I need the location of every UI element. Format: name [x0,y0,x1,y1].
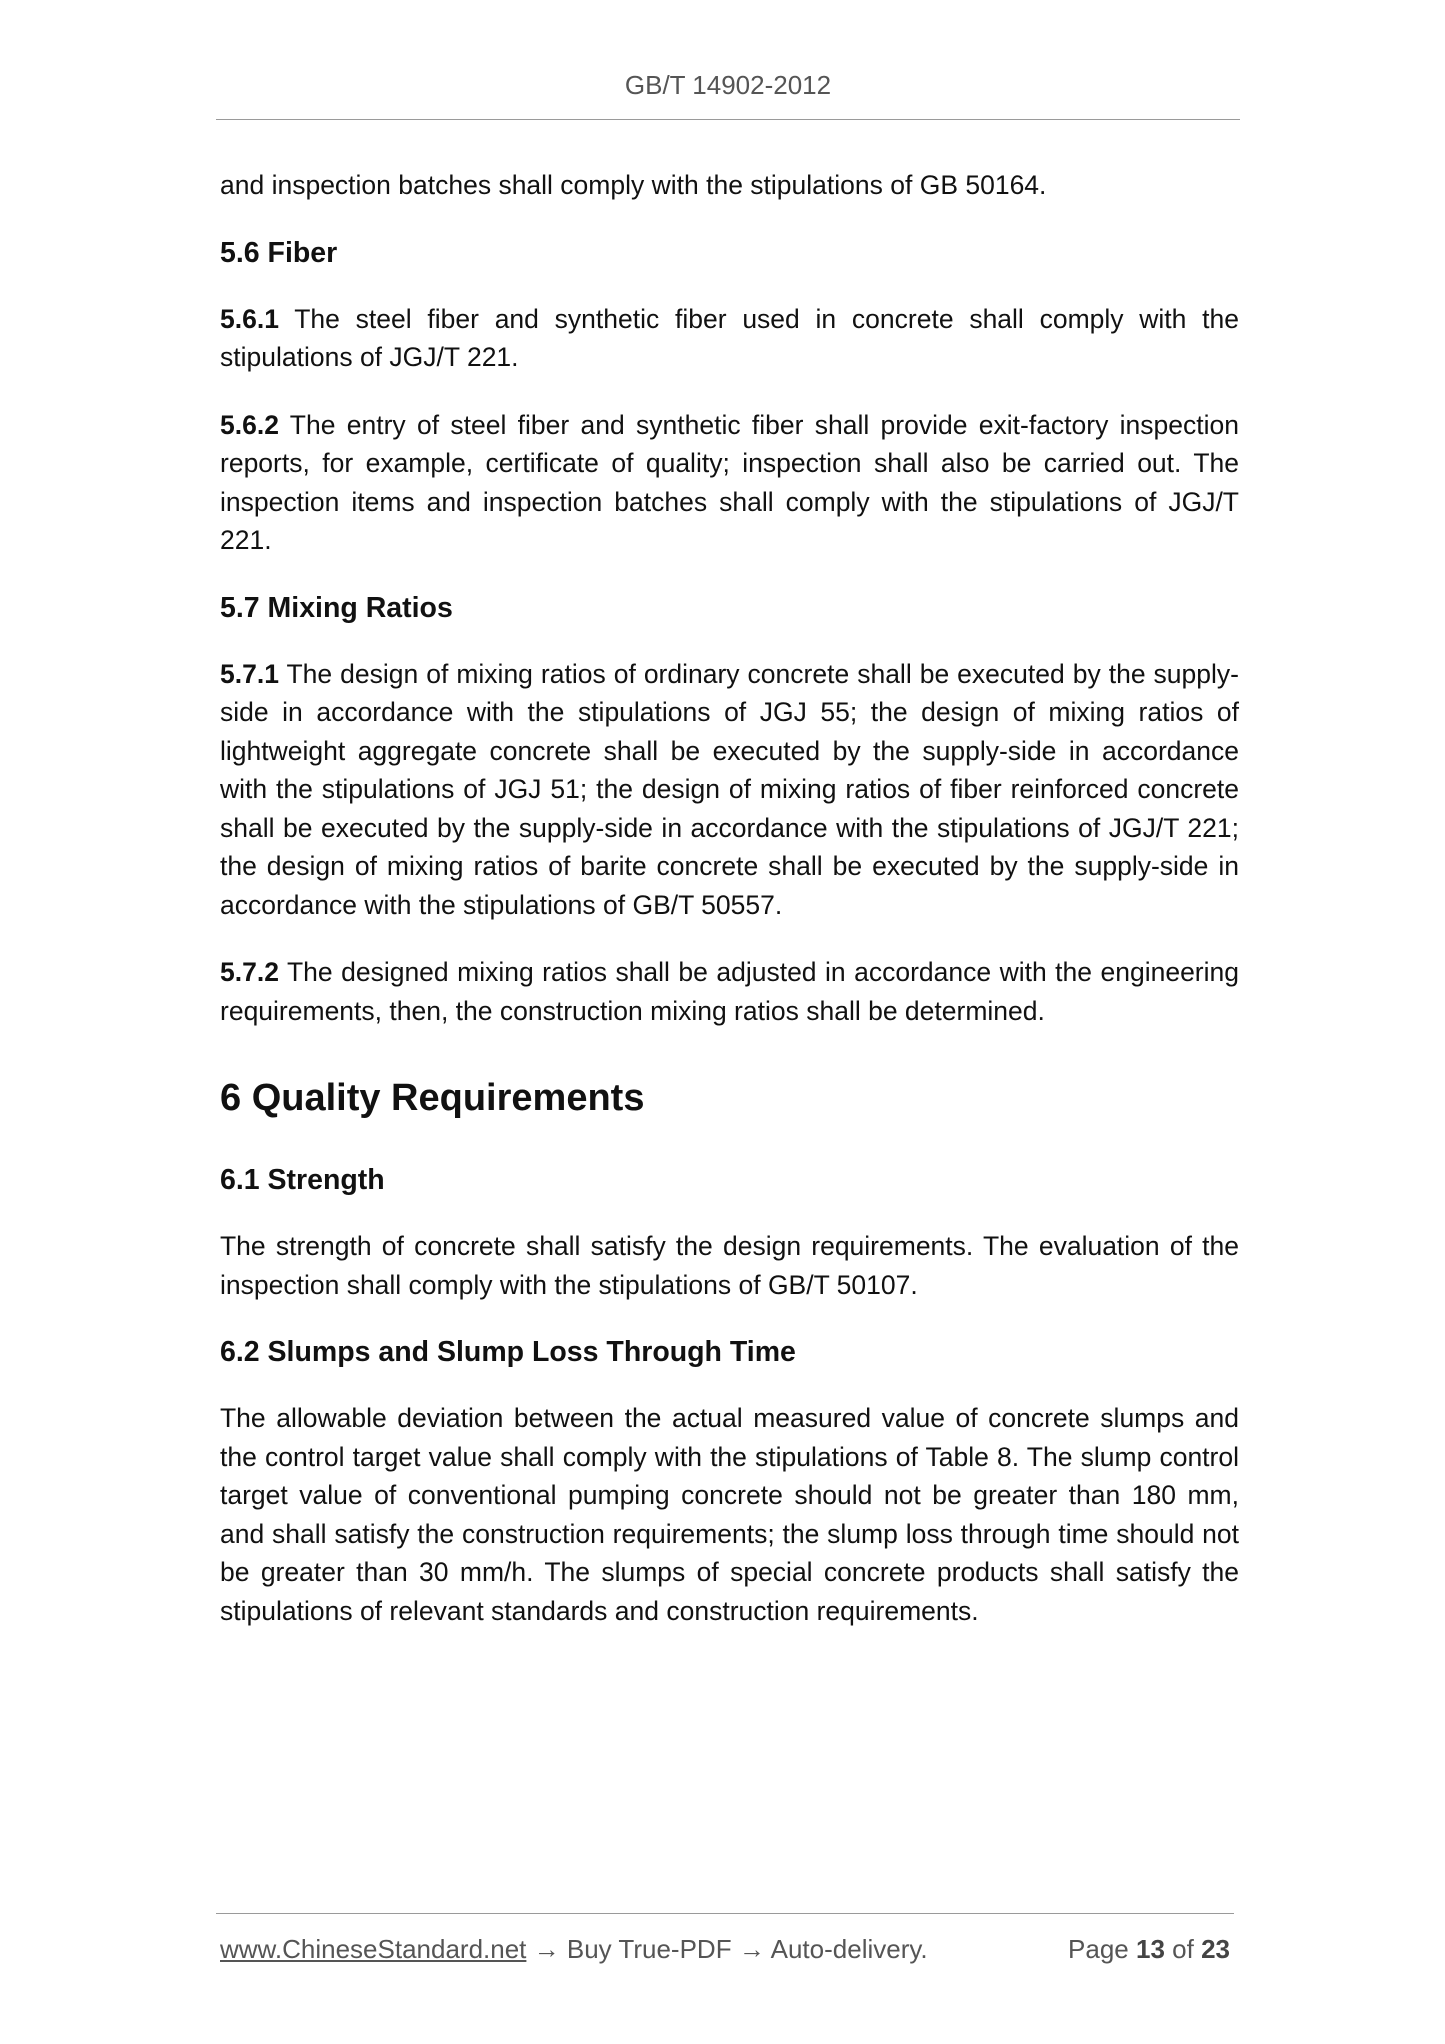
website-link[interactable]: www.ChineseStandard.net [220,1934,527,1964]
continued-paragraph: and inspection batches shall comply with the stipulations of GB 50164. [220,170,1047,200]
clause-5-7-1 [220,655,1239,925]
section-heading-5-7: 5.7 Mixing Ratios [220,591,453,624]
paragraph-6-2: The allowable deviation between the actual measured value of concrete slumps and the control target value shall comply with the stipulations of Table 8. The slump control target value of conventional pumping concrete should not be greater than 180 mm, and shall satisfy the construction requirements; the slump loss through time should not be greater than 30 mm/h. The slumps of special concrete products shall satisfy the stipulations of relevant standards and construction requirements. [220,1403,1239,1626]
total-page-count: 23 [1201,1934,1230,1964]
clause-text: The entry of steel fiber and synthetic fiber shall provide exit-factory inspection reports, for example, certificate of quality; inspection shall also be carried out. The inspection items and inspection batches shall comply with the stipulations of JGJ/T 221. [220,409,1239,555]
clause-text: The design of mixing ratios of ordinary concrete shall be executed by the supply-side in accordance with the stipulations of JGJ 55; the design of mixing ratios of lightweight aggregate concrete shall be executed by the supply-side in accordance with the stipulations of JGJ 51; the design of mixing ratios of fiber reinforced concrete shall be executed by the supply-side in accordance with the stipulations of JGJ/T 221; the design of mixing ratios of barite concrete shall be executed by the supply-side in accordance with the stipulations of GB/T 50557. [220,658,1239,920]
clause-text: The designed mixing ratios shall be adjusted in accordance with the engineering requirements, then, the construction mixing ratios shall be determined. [220,957,1239,1026]
clause-text: The steel fiber and synthetic fiber used in concrete shall comply with the stipulations of JGJ/T 221. [220,303,1239,372]
footer-divider [216,1913,1234,1914]
of-word: of [1172,1934,1194,1964]
clause-5-6-2 [220,406,1239,560]
page-content [220,166,1239,1659]
clause-5-7-2 [220,953,1239,1030]
arrow-right-icon: → [533,1934,560,1964]
page-footer [220,1934,1230,1965]
clause-5-6-1 [220,300,1239,377]
section-heading-6-1: 6.1 Strength [220,1164,385,1196]
chapter-heading-6: 6 Quality Requirements [220,1077,645,1119]
page-word: Page [1068,1934,1129,1964]
document-id-header: GB/T 14902-2012 [624,70,832,100]
buy-pdf-text: Buy True-PDF [566,1934,732,1964]
header-divider [216,119,1240,120]
paragraph-6-1: The strength of concrete shall satisfy the design requirements. The evaluation of the inspection shall comply with the stipulations of GB/T 50107. [220,1231,1239,1300]
current-page-number: 13 [1136,1934,1165,1964]
section-heading-5-6: 5.6 Fiber [220,236,338,269]
clause-number: 5.7.2 [220,957,279,987]
auto-delivery-text: Auto-delivery. [770,1934,928,1964]
clause-number: 5.6.1 [220,303,279,334]
page-indicator [1068,1934,1230,1965]
section-heading-6-2: 6.2 Slumps and Slump Loss Through Time [220,1336,796,1368]
clause-number: 5.6.2 [220,409,279,440]
clause-number: 5.7.1 [220,658,279,689]
arrow-right-icon: → [738,1934,765,1964]
